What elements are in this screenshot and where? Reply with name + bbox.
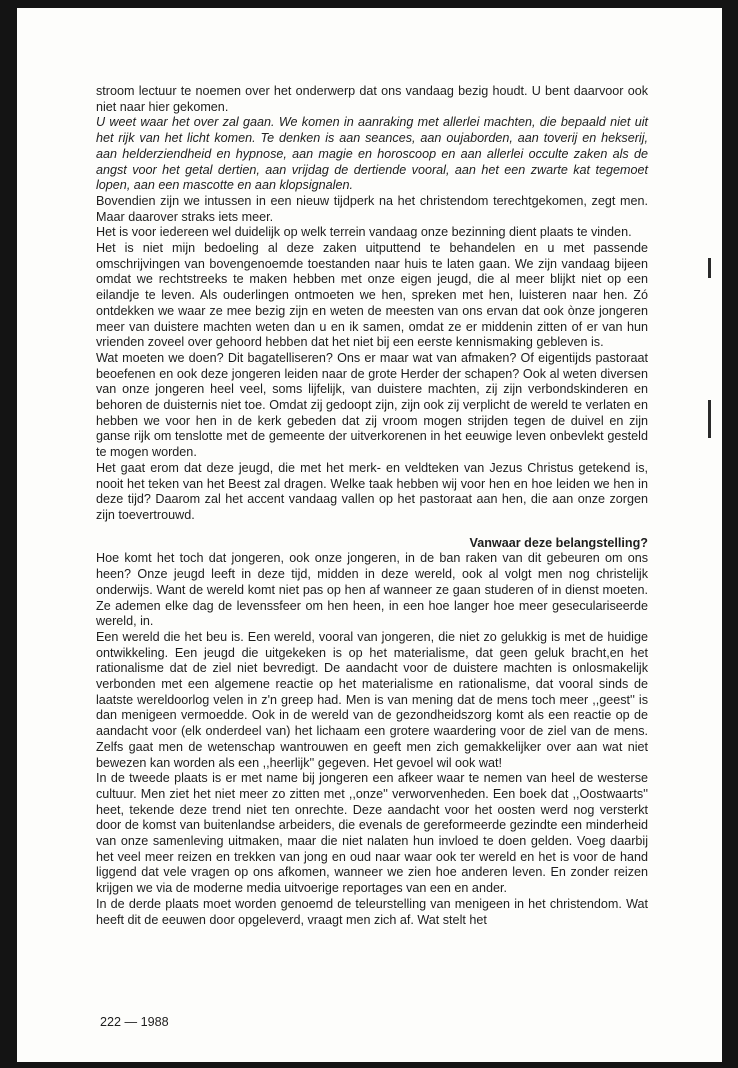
margin-mark: [708, 258, 711, 278]
paragraph: In de derde plaats moet worden genoemd de teleurstelling van menigeen in het christendom. Wat heeft dit de eeuwen door opgeleverd, vraagt men zich af. Wat stelt het: [96, 896, 648, 927]
paragraph: stroom lectuur te noemen over het onderwerp dat ons vandaag bezig houdt. U bent daarvoor ook niet naar hier gekomen.: [96, 84, 648, 114]
paragraph: Het gaat erom dat deze jeugd, die met het merk- en veldteken van Jezus Christus getekend is, nooit het teken van het Beest zal dragen. Welke taak hebben wij voor hen en hoe leiden we hen in deze tijd? Daarom zal het accent vandaag vallen op het pastoraat aan hen, die aan onze zorgen zijn toevertrouwd.: [96, 460, 648, 522]
paragraph: Wat moeten we doen? Dit bagatelliseren? Ons er maar wat van afmaken? Of eigentijds pastoraat beoefenen en ook deze jongeren leiden naar de grote Herder der schapen? Ook al weten diversen van onze jongeren heel veel, soms lijfelijk, van duistere machten, zij zijn verbondskinderen en behoren de duisternis niet toe. Omdat zij gedoopt zijn, zijn ook zij verplicht de wereld te verlaten en hebben we voor hen in de kerk gebeden dat zij vroom mogen strijden tegen de duivel en zijn ganse rijk om tenslotte met de gemeente der uitverkorenen in het eeuwige leven onbevlekt gesteld te mogen worden.: [96, 350, 648, 460]
paragraph: Bovendien zijn we intussen in een nieuw tijdperk na het christendom terechtgekomen, zegt men. Maar daarover straks iets meer.: [96, 193, 648, 224]
scan-border-right: [722, 0, 738, 1068]
margin-mark: [708, 400, 711, 438]
scan-border-bottom: [0, 1062, 738, 1068]
scan-border-left: [0, 0, 17, 1068]
paragraph: Het is voor iedereen wel duidelijk op welk terrein vandaag onze bezinning dient plaats te vinden.: [96, 225, 632, 240]
paragraph: Hoe komt het toch dat jongeren, ook onze jongeren, in de ban raken van dit gebeuren om ons heen? Onze jeugd leeft in deze tijd, midden in deze wereld, ook al volgt men nog christelijk onderwijs. Want de wereld komt niet pas op hen af wanneer ze gaan studeren of in dienst moeten. Ze ademen elke dag de levenssfeer om hen heen, in een hoe langer hoe meer geseculariseerde wereld, in.: [96, 551, 648, 629]
paragraph: U weet waar het over zal gaan. We komen in aanraking met allerlei machten, die bepaald niet uit het rijk van het licht komen. Te denken is aan seances, aan oujaborden, aan toverij en hekserij, aan helderziendheid en hypnose, aan magie en horoscoop en aan allerlei occulte zaken als de angst voor het getal dertien, aan vrijdag de dertiende vooral, aan het een zwarte kat tegemoet lopen, aan een mascotte en aan klopsignalen.: [96, 115, 648, 193]
paragraph: Het is niet mijn bedoeling al deze zaken uitputtend te behandelen en u met passende omschrijvingen van bovengenoemde toestanden naar huis te laten gaan. We zijn vandaag bijeen omdat we rechtstreeks te maken hebben met onze eigen jeugd, die al meer blijkt niet op een eilandje te leven. Als ouderlingen ontmoeten we hen, spreken met hen, luisteren naar hen. Zó ontdekken we waar ze mee bezig zijn en weten de meesten van ons ervan dat ook ònze jongeren meer van duistere machten weten dan u en ik samen, omdat ze er middenin zitten of er van hun vrienden zoveel over gehoord hebben dat het niet bij een eerste kennismaking gebleven is.: [96, 241, 648, 350]
paragraph: Een wereld die het beu is. Een wereld, vooral van jongeren, die niet zo gelukkig is met de huidige ontwikkeling. Een jeugd die uitgekeken is op het materialisme, dat geen geluk bracht,en het rationalisme dat de ziel niet bevredigt. De aandacht voor de duistere machten is onlosmakelijk verbonden met een algemene reactie op het materialisme en rationalisme, dat vooral sinds de laatste wereldoorlog velen in z'n greep had. Men is van mening dat de mens toch meer ,,geest'' is dan menigeen vermoedde. Ook in de wereld van de gezondheidszorg komt als een reactie op de aandacht voor (elk onderdeel van) het lichaam een grotere waardering voor de ziel van de mens. Zelfs gaat men de wetenschap wantrouwen en geeft men zich gemakkelijker over aan wat niet bewezen kan worden als een ,,heerlijk'' gegeven. Het gevoel wil ook wat!: [96, 629, 648, 770]
paragraph: In de tweede plaats is er met name bij jongeren een afkeer waar te nemen van heel de westerse cultuur. Men ziet het niet meer zo zitten met ,,onze'' verworvenheden. Een boek dat ,,Oostwaarts'' heet, tekende deze trend niet ten onrechte. Deze aandacht voor het oosten werd nog versterkt door de komst van buitenlandse arbeiders, die evenals de gereformeerde gezindte een minderheid van onze samenleving uitmaken, maar die niet nalaten hun invloed te doen gelden. Voeg daarbij het veel meer reizen en trekken van jong en oud naar waar ook ter wereld en het is voor de hand liggend dat vele vragen op ons afkomen, wanneer we zien hoe anderen leven. En zonder reizen krijgen we via de moderne media uitvoerige reportages van een en ander.: [96, 771, 648, 896]
scan-border-top: [0, 0, 738, 8]
section-heading: Vanwaar deze belangstelling?: [469, 535, 648, 550]
page-number: 222 — 1988: [100, 1015, 169, 1029]
body-text: [96, 84, 648, 928]
